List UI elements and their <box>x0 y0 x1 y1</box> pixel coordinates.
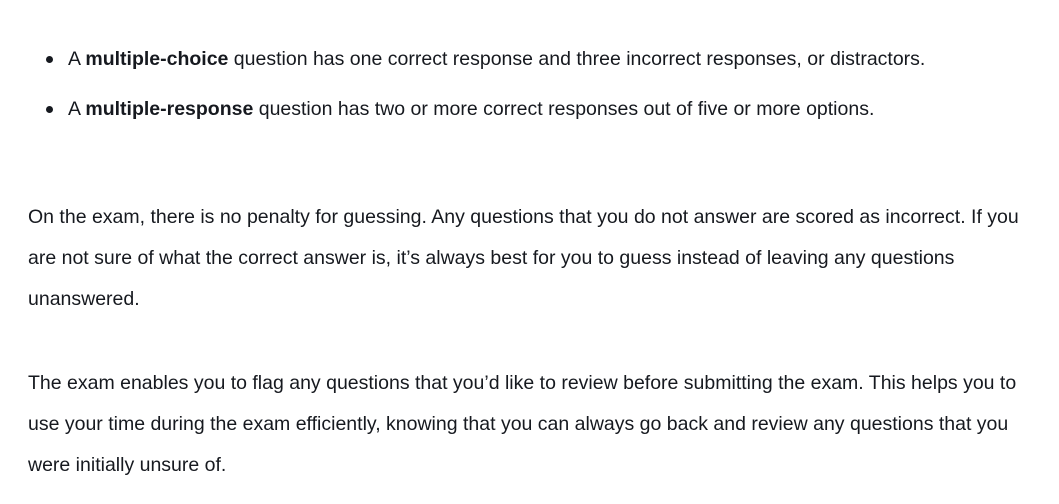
guessing-paragraph: On the exam, there is no penalty for guessing. Any questions that you do not answer are scored as incorrect. If you are not sure of what the correct answer is, it’s always best for you to guess instead of leaving any questions unanswered. <box>28 206 1019 310</box>
bullet-prefix: A <box>68 48 86 70</box>
term-multiple-choice: multiple-choice <box>85 48 229 70</box>
list-item <box>40 94 1040 125</box>
question-type-list <box>40 44 1040 144</box>
bullet-text: question has two or more correct responses out of five or more options. <box>253 98 875 120</box>
flag-review-paragraph: The exam enables you to flag any questions that you’d like to review before submitting the exam. This helps you to use your time during the exam efficiently, knowing that you can always go back and review any questions that you were initially unsure of. <box>28 372 1017 476</box>
term-multiple-response: multiple-response <box>85 98 254 120</box>
bullet-prefix: A <box>68 98 86 120</box>
bullet-text: question has one correct response and three incorrect responses, or distractors. <box>228 48 926 70</box>
list-item <box>40 44 1040 75</box>
